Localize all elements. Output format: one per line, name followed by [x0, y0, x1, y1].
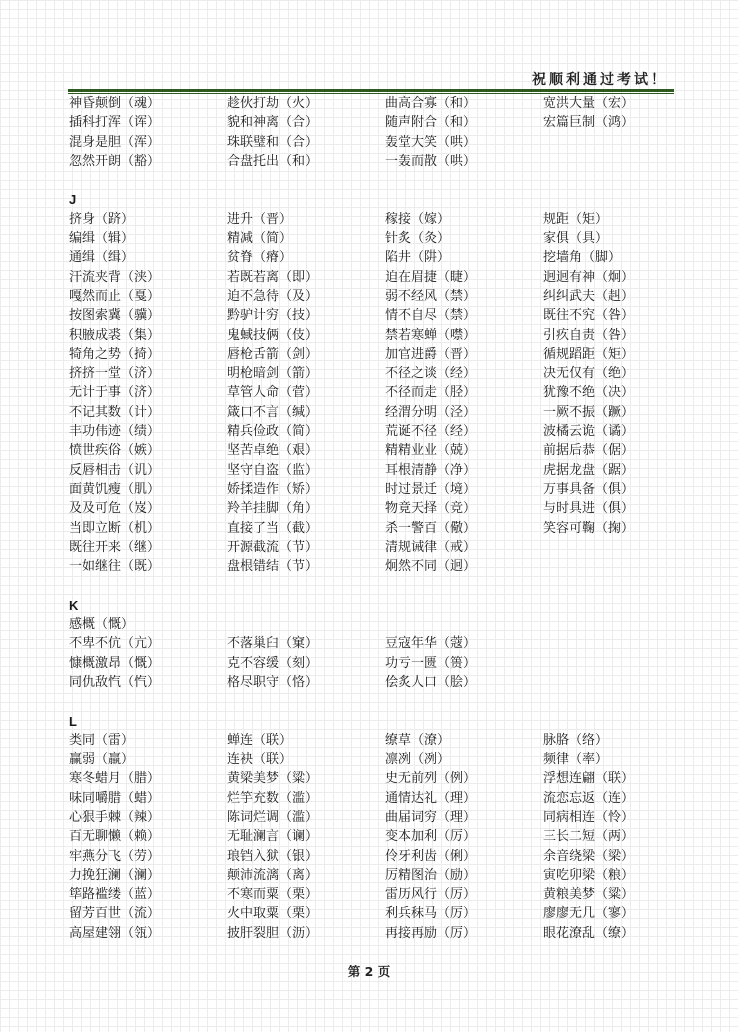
- idiom-entry: 清规诫律（戒）: [385, 539, 477, 555]
- idiom-entry: 余音绕梁（梁）: [543, 848, 635, 864]
- idiom-entry: 无计于事（济）: [69, 385, 161, 401]
- header-rule: [68, 89, 674, 92]
- idiom-entry: 及及可危（岌）: [69, 501, 161, 517]
- header-motto: 祝顺利通过考试！: [532, 72, 668, 88]
- idiom-entry: 筚路褴缕（蓝）: [69, 887, 161, 903]
- idiom-entry: 草管人命（菅）: [227, 385, 319, 401]
- idiom-entry: 侩炙人口（脍）: [385, 674, 477, 690]
- table-row: [69, 538, 689, 557]
- idiom-entry: 明枪暗剑（箭）: [227, 366, 319, 382]
- idiom-entry: 不径而走（胫）: [385, 385, 477, 401]
- idiom-entry: 百无聊懒（赖）: [69, 829, 161, 845]
- idiom-entry: 感概（慨）: [69, 617, 135, 633]
- section-rows: [69, 731, 689, 943]
- idiom-entry: 犄角之势（掎）: [69, 346, 161, 362]
- idiom-entry: 再接再励（厉）: [385, 925, 477, 941]
- idiom-entry: 宏篇巨制（鸿）: [543, 115, 635, 131]
- table-row: [69, 422, 689, 441]
- idiom-entry: 娇揉造作（矫）: [227, 481, 319, 497]
- idiom-entry: 高屋建翎（瓴）: [69, 925, 161, 941]
- idiom-entry: 稼接（嫁）: [385, 211, 451, 227]
- idiom-entry: 波橘云诡（谲）: [543, 424, 635, 440]
- idiom-entry: 神昏颠倒（魂）: [69, 96, 161, 111]
- table-row: [69, 904, 689, 923]
- section-rows: [69, 210, 689, 577]
- idiom-entry: 类同（雷）: [69, 732, 135, 748]
- idiom-entry: 流恋忘返（连）: [543, 790, 635, 806]
- idiom-entry: 浮想连翩（联）: [543, 771, 635, 787]
- table-row: [69, 634, 689, 653]
- idiom-entry: 随声附合（和）: [385, 115, 477, 131]
- idiom-entry: 迫不急待（及）: [227, 288, 319, 304]
- idiom-entry: 嘎然而止（戛）: [69, 288, 161, 304]
- idiom-entry: 连袂（联）: [227, 752, 293, 768]
- idiom-entry: 心狠手棘（辣）: [69, 809, 161, 825]
- table-row: [69, 326, 689, 345]
- idiom-entry: [543, 133, 701, 152]
- idiom-entry: 通缉（缉）: [69, 250, 135, 266]
- page-number: 第 2 页: [347, 964, 391, 979]
- idiom-entry: 混身是胆（浑）: [69, 134, 161, 150]
- idiom-entry: 同病相连（怜）: [543, 809, 635, 825]
- idiom-entry: 合盘托出（和）: [227, 153, 319, 169]
- idiom-entry: 既往不究（咎）: [543, 308, 635, 324]
- idiom-entry: 披肝裂胆（沥）: [227, 925, 319, 941]
- idiom-entry: [543, 538, 701, 557]
- idiom-entry: 汗流夹背（浃）: [69, 269, 161, 285]
- idiom-entry: 鬼蜮技俩（伎）: [227, 327, 319, 343]
- idiom-list: [69, 94, 689, 943]
- idiom-entry: 史无前列（例）: [385, 771, 477, 787]
- idiom-entry: 挤身（跻）: [69, 211, 135, 227]
- idiom-entry: [227, 615, 385, 634]
- idiom-entry: 豆寇年华（蔻）: [385, 636, 477, 652]
- idiom-entry: [543, 557, 701, 576]
- idiom-entry: 挖墙角（脚）: [543, 250, 622, 266]
- idiom-entry: 虎据龙盘（踞）: [543, 462, 635, 478]
- table-row: [69, 383, 689, 402]
- table-row: [69, 113, 689, 132]
- idiom-entry: 力挽狂澜（澜）: [69, 867, 161, 883]
- table-row: [69, 866, 689, 885]
- idiom-entry: 廖廖无几（寥）: [543, 906, 635, 922]
- idiom-entry: 迥迥有神（炯）: [543, 269, 635, 285]
- idiom-entry: 耳根清静（净）: [385, 462, 477, 478]
- idiom-entry: 三长二短（两）: [543, 829, 635, 845]
- idiom-entry: 坚苦卓绝（艰）: [227, 443, 319, 459]
- idiom-entry: 决无仅有（绝）: [543, 366, 635, 382]
- idiom-entry: 精精业业（兢）: [385, 443, 477, 459]
- idiom-entry: 珠联璧和（合）: [227, 134, 319, 150]
- table-row: [69, 808, 689, 827]
- idiom-entry: 禁若寒蝉（噤）: [385, 327, 477, 343]
- idiom-entry: 慷概激昂（慨）: [69, 655, 161, 671]
- idiom-entry: 一轰而散（哄）: [385, 153, 477, 169]
- idiom-entry: 迫在眉捷（睫）: [385, 269, 477, 285]
- idiom-entry: 既往开来（继）: [69, 539, 161, 555]
- idiom-entry: 笑容可鞠（掬）: [543, 520, 635, 536]
- idiom-entry: 蝉连（联）: [227, 732, 293, 748]
- idiom-entry: 精减（简）: [227, 231, 293, 247]
- idiom-entry: 当即立断（机）: [69, 520, 161, 536]
- idiom-entry: 精兵俭政（简）: [227, 424, 319, 440]
- table-row: [69, 924, 689, 943]
- idiom-entry: 一厥不振（蹶）: [543, 404, 635, 420]
- idiom-entry: 眼花潦乱（缭）: [543, 925, 635, 941]
- idiom-entry: 曲届词穷（理）: [385, 809, 477, 825]
- idiom-entry: 一如继往（既）: [69, 559, 161, 575]
- table-row: [69, 750, 689, 769]
- table-row: [69, 789, 689, 808]
- idiom-entry: 寒冬蜡月（腊）: [69, 771, 161, 787]
- idiom-entry: [543, 615, 701, 634]
- table-row: [69, 441, 689, 460]
- idiom-entry: 犹豫不绝（决）: [543, 385, 635, 401]
- idiom-entry: 陷井（阱）: [385, 250, 451, 266]
- idiom-entry: 反唇相击（讥）: [69, 462, 161, 478]
- idiom-entry: 赢弱（羸）: [69, 752, 135, 768]
- idiom-entry: 直接了当（截）: [227, 520, 319, 536]
- idiom-entry: 羚羊挂脚（角）: [227, 501, 319, 517]
- idiom-entry: 黄梁美梦（粱）: [227, 771, 319, 787]
- idiom-entry: 格尽职守（恪）: [227, 674, 319, 690]
- section-letter: J: [69, 192, 77, 208]
- idiom-entry: 不径之谈（经）: [385, 366, 477, 382]
- idiom-entry: 脉胳（络）: [543, 732, 609, 748]
- idiom-entry: 挤挤一堂（济）: [69, 366, 161, 382]
- table-row: [69, 306, 689, 325]
- idiom-entry: 与时具进（俱）: [543, 501, 635, 517]
- idiom-entry: 按图索冀（骥）: [69, 308, 161, 324]
- idiom-entry: 凛冽（冽）: [385, 752, 451, 768]
- table-row: [69, 268, 689, 287]
- idiom-entry: 插科打浑（诨）: [69, 115, 161, 131]
- table-row: [69, 885, 689, 904]
- table-row: [69, 133, 689, 152]
- table-row: [69, 519, 689, 538]
- idiom-entry: 厉精图治（励）: [385, 867, 477, 883]
- idiom-entry: 炯然不同（迥）: [385, 559, 477, 575]
- idiom-entry: 陈词烂调（滥）: [227, 809, 319, 825]
- idiom-entry: 轰堂大笑（哄）: [385, 134, 477, 150]
- idiom-entry: 经渭分明（泾）: [385, 404, 477, 420]
- section-rows: [69, 615, 689, 692]
- idiom-entry: 弱不经风（禁）: [385, 288, 477, 304]
- idiom-entry: 琅铛入狱（银）: [227, 848, 319, 864]
- table-row: [69, 673, 689, 692]
- idiom-entry: 伶牙利齿（俐）: [385, 848, 477, 864]
- idiom-entry: 万事具备（俱）: [543, 481, 635, 497]
- idiom-entry: 味同嚼腊（蜡）: [69, 790, 161, 806]
- idiom-entry: 箴口不言（缄）: [227, 404, 319, 420]
- idiom-entry: 若既若离（即）: [227, 269, 319, 285]
- idiom-entry: 变本加利（厉）: [385, 829, 477, 845]
- table-row: [69, 480, 689, 499]
- idiom-entry: 编缉（辑）: [69, 231, 135, 247]
- table-row: [69, 461, 689, 480]
- idiom-entry: 纠纠武夫（赳）: [543, 288, 635, 304]
- idiom-entry: 留芳百世（流）: [69, 906, 161, 922]
- idiom-entry: 曲高合寡（和）: [385, 96, 477, 111]
- idiom-entry: 宽洪大量（宏）: [543, 96, 635, 111]
- idiom-entry: 物竟天择（竞）: [385, 501, 477, 517]
- idiom-entry: 无耻澜言（谰）: [227, 829, 319, 845]
- table-row: [69, 827, 689, 846]
- table-row: [69, 769, 689, 788]
- idiom-entry: 坚守自盗（监）: [227, 462, 319, 478]
- idiom-entry: 火中取粟（栗）: [227, 906, 319, 922]
- table-row: [69, 557, 689, 576]
- idiom-entry: 功亏一匮（篑）: [385, 655, 477, 671]
- idiom-entry: 貌和神离（合）: [227, 115, 319, 131]
- idiom-entry: 黔驴计穷（技）: [227, 308, 319, 324]
- idiom-entry: [543, 634, 701, 653]
- idiom-entry: 频律（率）: [543, 752, 609, 768]
- idiom-entry: 加官进爵（晋）: [385, 346, 477, 362]
- idiom-entry: 同仇敌忾（忾）: [69, 674, 161, 690]
- idiom-entry: 雷历风行（厉）: [385, 887, 477, 903]
- idiom-entry: 寅吃卯梁（粮）: [543, 867, 635, 883]
- idiom-entry: 丰功伟迹（绩）: [69, 424, 161, 440]
- idiom-entry: 前据后恭（倨）: [543, 443, 635, 459]
- idiom-entry: 不寒而粟（栗）: [227, 887, 319, 903]
- table-row: [69, 403, 689, 422]
- idiom-entry: 不卑不伉（亢）: [69, 636, 161, 652]
- idiom-entry: 面黄饥瘦（肌）: [69, 481, 161, 497]
- table-row: [69, 731, 689, 750]
- idiom-entry: 唇枪舌箭（剑）: [227, 346, 319, 362]
- idiom-entry: [543, 152, 701, 171]
- table-row: [69, 654, 689, 673]
- table-row: [69, 345, 689, 364]
- idiom-entry: 贫脊（瘠）: [227, 250, 293, 266]
- idiom-entry: 引疚自责（咎）: [543, 327, 635, 343]
- section-rows: [69, 94, 689, 171]
- idiom-entry: 不记其数（计）: [69, 404, 161, 420]
- table-row: [69, 210, 689, 229]
- idiom-entry: 时过景迁（境）: [385, 481, 477, 497]
- idiom-entry: [543, 654, 701, 673]
- table-row: [69, 847, 689, 866]
- idiom-entry: 进升（晋）: [227, 211, 293, 227]
- idiom-entry: 黄粮美梦（粱）: [543, 887, 635, 903]
- table-row: [69, 615, 689, 634]
- table-row: [69, 94, 689, 113]
- idiom-entry: 通情达礼（理）: [385, 790, 477, 806]
- table-row: [69, 499, 689, 518]
- section-letter: K: [69, 597, 79, 613]
- idiom-entry: 盘根错结（节）: [227, 559, 319, 575]
- idiom-entry: 家俱（具）: [543, 231, 609, 247]
- idiom-entry: 缭草（潦）: [385, 732, 451, 748]
- idiom-entry: 克不容缓（刻）: [227, 655, 319, 671]
- table-row: [69, 152, 689, 171]
- idiom-entry: 牢燕分飞（劳）: [69, 848, 161, 864]
- idiom-entry: 忽然开朗（豁）: [69, 153, 161, 169]
- section-letter: L: [69, 713, 77, 729]
- table-row: [69, 229, 689, 248]
- idiom-entry: 针炙（灸）: [385, 231, 451, 247]
- idiom-entry: [385, 615, 543, 634]
- idiom-entry: 开源截流（节）: [227, 539, 319, 555]
- idiom-entry: 荒诞不径（经）: [385, 424, 477, 440]
- idiom-entry: 情不自尽（禁）: [385, 308, 477, 324]
- idiom-entry: 杀一警百（儆）: [385, 520, 477, 536]
- idiom-entry: 颠沛流漓（离）: [227, 867, 319, 883]
- idiom-entry: 积腋成裘（集）: [69, 327, 161, 343]
- idiom-entry: [543, 673, 701, 692]
- table-row: [69, 364, 689, 383]
- idiom-entry: 趁伙打劫（火）: [227, 96, 319, 111]
- table-row: [69, 248, 689, 267]
- idiom-entry: 烂竽充数（滥）: [227, 790, 319, 806]
- idiom-entry: 愤世疾俗（嫉）: [69, 443, 161, 459]
- idiom-entry: 利兵秣马（厉）: [385, 906, 477, 922]
- idiom-entry: 规距（矩）: [543, 211, 609, 227]
- table-row: [69, 287, 689, 306]
- idiom-entry: 循规蹈距（矩）: [543, 346, 635, 362]
- idiom-entry: 不落巢臼（窠）: [227, 636, 319, 652]
